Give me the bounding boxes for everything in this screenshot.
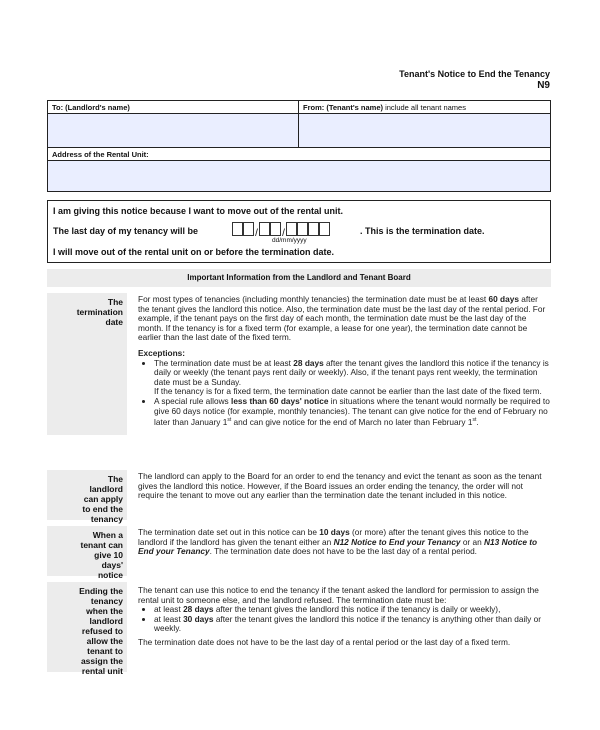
from-section: [299, 101, 550, 148]
tenant-name-field[interactable]: [299, 114, 550, 147]
side-assign-refused: Ending the tenancy when the landlord refused to allow the tenant to assign the rental unit: [47, 582, 127, 672]
form-title: Tenant's Notice to End the Tenancy: [399, 69, 550, 79]
assign-refused-text: The tenant can use this notice to end the tenancy if the tenant asked the landlord for permission to assign the rental unit to someone else, and the landlord refused. The termination date must be: • at least 28 days after the tenant gives the landlord this notice if the tenancy is daily or weekly), • at least 30 days after the tenant gives the landlord this notice if the tenancy is anything other than daily or weekly. The termination date does not have to be the last day of a rental period or the last day of a fixed term.: [138, 586, 550, 648]
notice-line-2-post: . This is the termination date.: [360, 226, 485, 236]
notice-line-2-pre: The last day of my tenancy will be: [53, 226, 199, 236]
date-format-hint: dd/mm/yyyy: [272, 237, 307, 244]
landlord-name-field[interactable]: [48, 114, 298, 147]
from-label: From: (Tenant's name) include all tenant names: [299, 101, 550, 114]
parties-box: [47, 100, 551, 192]
landlord-can-apply-text: The landlord can apply to the Board for an order to end the tenancy and evict the tenant as soon as the tenant gives the landlord this notice. However, if the Board issues an order ending the tenancy, the order will not require the tenant to move out any earlier than the termination date the tenant included in this notice.: [138, 471, 542, 501]
ten-days-notice-text: The termination date set out in this notice can be 10 days (or more) after the tenant gives this notice to the landlord if the landlord has given the tenant either an N12 Notice to End your Tenancy or an N13 Notice to End your Tenancy. The termination date does not have to be the last day of a rental period.: [138, 527, 538, 557]
notice-line-3: I will move out of the rental unit on or before the termination date.: [53, 247, 335, 257]
to-label: To: (Landlord's name): [48, 101, 298, 114]
info-bar-title: Important Information from the Landlord and Tenant Board: [47, 269, 551, 287]
to-section: [48, 101, 299, 148]
side-landlord-can-apply: The landlord can apply to end the tenancy: [47, 470, 127, 520]
termination-date-text: For most types of tenancies (including monthly tenancies) the termination date must be at least 60 days after the tenant gives the landlord this notice. Also, the termination date must be the last day of the rental period. For example, if the tenant pays on the first day of each month, the termination date must be the last day of the month. If the tenancy is for a fixed term (for example, a lease for one year), the termination date cannot be earlier than the last date of the fixed term. Exceptions: • The termination date must be at least 28 days after the tenant gives the landlord this notice if the tenancy is daily or weekly (the tenant pays rent daily or weekly). Also, if the tenant pays rent weekly, the termination date must be a Sunday. If the tenancy is for a fixed term, the termination date cannot be earlier than the last date of the fixed term. • A special rule allows less than 60 days' notice in situations where the tenant would normally be required to give 60 days notice (for example, monthly tenancies). The tenant can give notice for the end of February no later than January 1st and can give notice for the end of March no later than February 1st.: [138, 295, 550, 427]
notice-line-1: I am giving this notice because I want to move out of the rental unit.: [53, 206, 344, 216]
address-label: Address of the Rental Unit:: [48, 148, 550, 161]
termination-date-input[interactable]: / /: [232, 222, 330, 241]
form-number: N9: [537, 80, 550, 91]
notice-box: [47, 200, 551, 263]
rental-address-field[interactable]: [48, 161, 550, 191]
address-section: [48, 147, 550, 191]
side-termination-date: The termination date: [47, 293, 127, 435]
side-ten-days-notice: When a tenant can give 10 days' notice: [47, 526, 127, 576]
